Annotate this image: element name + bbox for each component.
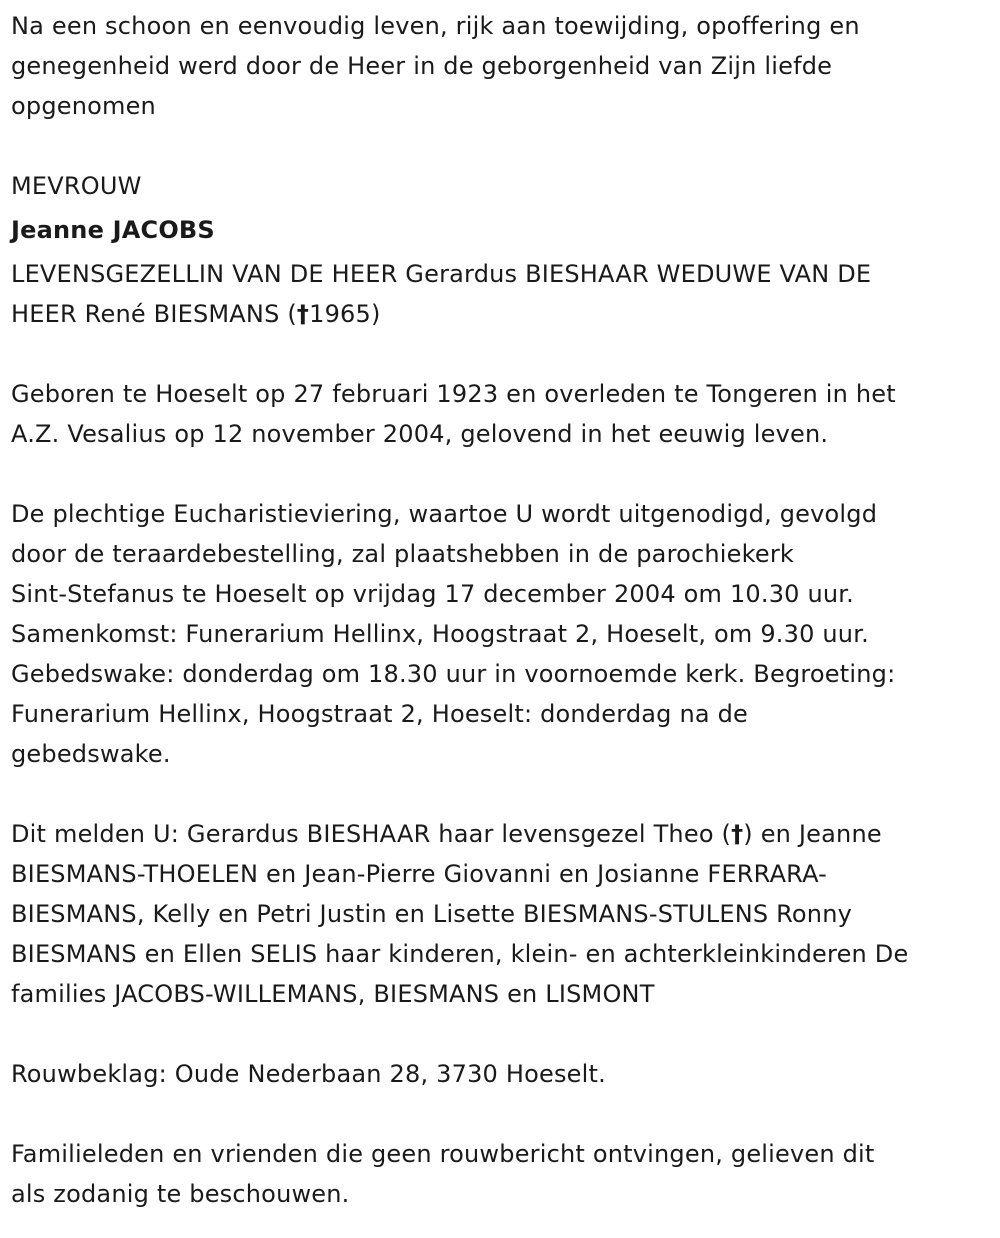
relation-line: LEVENSGEZELLIN VAN DE HEER Gerardus BIESHAAR WEDUWE VAN DE <box>11 260 872 288</box>
spacer <box>11 126 980 166</box>
relation-line <box>11 294 980 334</box>
ceremony-line: Funerarium Hellinx, Hoogstraat 2, Hoeselt: donderdag na de <box>11 700 748 728</box>
family-line: BIESMANS en Ellen SELIS haar kinderen, klein- en achterkleinkinderen De <box>11 940 909 968</box>
intro-line: Na een schoon en eenvoudig leven, rijk aan toewijding, opoffering en <box>11 12 860 40</box>
family-paragraph <box>11 814 980 1014</box>
relation-text: 1965) <box>309 300 381 328</box>
ceremony-line: Sint-Stefanus te Hoeselt op vrijdag 17 december 2004 om 10.30 uur. <box>11 580 854 608</box>
ceremony-line: door de teraardebestelling, zal plaatshebben in de parochiekerk <box>11 540 795 568</box>
closing-line: Familieleden en vrienden die geen rouwbericht ontvingen, gelieven dit <box>11 1140 875 1168</box>
family-line: BIESMANS-THOELEN en Jean-Pierre Giovanni en Josianne FERRARA- <box>11 860 828 888</box>
family-line: families JACOBS-WILLEMANS, BIESMANS en LISMONT <box>11 980 655 1008</box>
ceremony-paragraph <box>11 494 980 774</box>
family-line: BIESMANS, Kelly en Petri Justin en Lisette BIESMANS-STULENS Ronny <box>11 900 853 928</box>
relation-paragraph <box>11 254 980 334</box>
intro-line: opgenomen <box>11 92 156 120</box>
spacer <box>11 1094 980 1134</box>
deceased-name: Jeanne JACOBS <box>11 216 215 244</box>
ceremony-line: De plechtige Eucharistieviering, waartoe U wordt uitgenodigd, gevolgd <box>11 500 878 528</box>
address-paragraph <box>11 1054 980 1094</box>
birth-death-paragraph <box>11 374 980 454</box>
spacer <box>11 334 980 374</box>
birth-death-line: A.Z. Vesalius op 12 november 2004, gelovend in het eeuwig leven. <box>11 420 829 448</box>
spacer <box>11 774 980 814</box>
cross-icon: † <box>296 300 310 328</box>
spacer <box>11 454 980 494</box>
ceremony-line: Samenkomst: Funerarium Hellinx, Hoogstraat 2, Hoeselt, om 9.30 uur. <box>11 620 869 648</box>
spacer <box>11 1014 980 1054</box>
honorific-title: MEVROUW <box>11 172 142 200</box>
ceremony-line: gebedswake. <box>11 740 171 768</box>
intro-line: genegenheid werd door de Heer in de geborgenheid van Zijn liefde <box>11 52 833 80</box>
intro-paragraph <box>11 6 980 126</box>
closing-line: als zodanig te beschouwen. <box>11 1180 350 1208</box>
family-text: Dit melden U: Gerardus BIESHAAR haar levensgezel Theo ( <box>11 820 732 848</box>
address-line: Rouwbeklag: Oude Nederbaan 28, 3730 Hoeselt. <box>11 1060 606 1088</box>
family-line <box>11 814 980 854</box>
cross-icon: † <box>731 820 744 848</box>
birth-death-line: Geboren te Hoeselt op 27 februari 1923 en overleden te Tongeren in het <box>11 380 896 408</box>
relation-text: HEER René BIESMANS ( <box>11 300 297 328</box>
closing-paragraph <box>11 1134 980 1214</box>
ceremony-line: Gebedswake: donderdag om 18.30 uur in voornoemde kerk. Begroeting: <box>11 660 896 688</box>
family-text: ) en Jeanne <box>743 820 882 848</box>
